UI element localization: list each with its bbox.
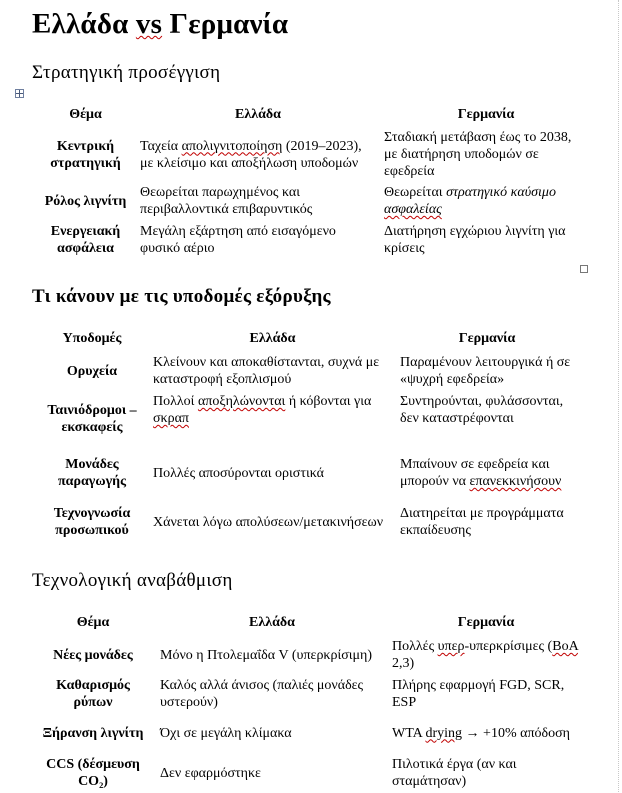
row-topic-text: Ξήρανση λιγνίτη — [42, 725, 144, 741]
title-text-vs: vs — [135, 8, 163, 40]
column-header-greece: Ελλάδα — [235, 106, 281, 122]
title-text-greece: Ελλάδα — [32, 8, 136, 40]
column-header-topic: Θέμα — [69, 106, 102, 122]
row-topic-cell — [30, 753, 156, 793]
table-row — [35, 220, 592, 259]
row-topic-cell — [30, 675, 156, 713]
row-topic-cell — [30, 713, 156, 753]
greece-cell — [149, 351, 396, 391]
text-run: Πιλοτικά έργα (αν και σταμάτησαν) — [392, 757, 517, 789]
table-row — [30, 753, 584, 793]
column-header-germany: Γερμανία — [457, 106, 515, 122]
row-topic-cell — [35, 499, 149, 545]
table-header-row — [35, 325, 578, 351]
table-row — [35, 127, 592, 182]
table-row — [30, 713, 584, 753]
text-run: BoA — [552, 639, 578, 654]
text-run: Κλείνουν και αποκαθίστανται, συχνά με καταστροφή εξοπλισμού — [153, 355, 380, 387]
text-run: Πολλοί — [153, 394, 198, 409]
text-run: drying — [425, 725, 463, 741]
germany-cell — [396, 447, 578, 499]
greece-cell — [156, 753, 388, 793]
text-run: Θεωρείται παρωχημένος και περιβαλλοντικά επιβαρυντικός — [140, 185, 313, 217]
text-run: Πλήρης εφαρμογή FGD, SCR, ESP — [392, 678, 565, 710]
column-header-greece: Ελλάδα — [249, 330, 296, 346]
text-run: (2019–2023), με κλείσιμο και αποξήλωση υποδομών — [140, 138, 362, 171]
table-strategy — [35, 101, 592, 259]
table-move-handle-icon[interactable] — [15, 89, 24, 98]
text-run: 2,3) — [392, 656, 415, 671]
greece-cell — [156, 675, 388, 713]
text-run: → +10% απόδοση — [462, 725, 570, 741]
text-run: υπερ — [437, 639, 465, 654]
greece-cell — [149, 499, 396, 545]
document-title — [32, 8, 288, 41]
column-header-germany: Γερμανία — [457, 614, 515, 630]
text-run: επανεκκινήσουν — [469, 474, 562, 489]
table-technology — [30, 609, 584, 793]
greece-cell — [149, 447, 396, 499]
greece-cell — [149, 391, 396, 447]
text-run: στρατηγικό καύσιμο — [446, 185, 556, 200]
text-run: Πολλές αποσύρονται οριστικά — [153, 465, 324, 481]
table-header-row — [30, 609, 584, 635]
text-run: Όχι σε μεγάλη κλίμακα — [160, 725, 292, 741]
row-topic-cell — [35, 351, 149, 391]
row-topic-text: Νέες μονάδες — [53, 647, 133, 663]
greece-cell — [156, 713, 388, 753]
row-topic-text: Τεχνογνωσία — [53, 506, 131, 521]
greece-cell — [156, 635, 388, 675]
text-run: Συντηρούνται, φυλάσσονται, δεν καταστρέφονται — [400, 394, 564, 426]
germany-cell — [396, 391, 578, 447]
text-run: σκραπ — [153, 411, 189, 426]
column-header-topic: Θέμα — [76, 614, 110, 630]
table-row — [35, 182, 592, 220]
row-topic-cell — [35, 391, 149, 447]
row-topic-text: CO₂) — [78, 774, 108, 789]
text-run: Μεγάλη εξάρτηση από εισαγόμενο φυσικό αέριο — [140, 223, 336, 256]
table-row — [30, 635, 584, 675]
text-run: Παραμένουν λειτουργικά ή σε «ψυχρή εφεδρεία» — [400, 355, 571, 387]
table-header-row — [35, 101, 592, 127]
row-topic-text: CCS (δέσμευση — [46, 757, 140, 772]
table-row — [35, 351, 578, 391]
text-run: ή κόβονται για — [285, 394, 372, 409]
page-boundary — [618, 0, 620, 792]
germany-cell — [380, 127, 592, 182]
row-topic-cell — [30, 635, 156, 675]
germany-cell — [388, 675, 584, 713]
germany-cell — [388, 635, 584, 675]
text-run: Σταδιακή μετάβαση έως το 2038, με διατήρηση υποδομών σε εφεδρεία — [384, 130, 572, 179]
text-run: Καλός αλλά άνισος (παλιές μονάδες υστερούν) — [160, 678, 364, 710]
germany-cell — [396, 351, 578, 391]
section-heading-strategy: Στρατηγική προσέγγιση — [32, 62, 221, 83]
row-topic-text: Καθαρισμός — [56, 678, 130, 693]
section-heading-technology: Τεχνολογική αναβάθμιση — [32, 570, 233, 591]
row-topic-text: παραγωγής — [58, 474, 126, 489]
row-topic-text: Μονάδες — [65, 457, 119, 472]
text-run: Διατήρηση εγχώριου λιγνίτη για κρίσεις — [384, 223, 566, 256]
table-row — [35, 499, 578, 545]
row-topic-cell — [35, 182, 136, 220]
text-run: Δεν εφαρμόστηκε — [160, 765, 261, 781]
text-run: Θεωρείται — [384, 185, 447, 200]
row-topic-cell — [35, 447, 149, 499]
table-row — [35, 447, 578, 499]
text-run: Μόνο η Πτολεμαΐδα V (υπερκρίσιμη) — [160, 647, 373, 663]
germany-cell — [380, 220, 592, 259]
greece-cell — [136, 220, 380, 259]
row-topic-text: ρύπων — [73, 695, 113, 710]
row-topic-text: Ταινιόδρομοι – — [47, 403, 137, 418]
section-heading-infrastructure: Τι κάνουν με τις υποδομές εξόρυξης — [32, 286, 331, 307]
text-run: απολιγνιτοποίηση — [181, 138, 283, 154]
row-topic-text: Ενεργειακή ασφάλεια — [50, 223, 121, 256]
row-topic-text: Ορυχεία — [66, 363, 118, 379]
text-run: Χάνεται λόγω απολύσεων/μετακινήσεων — [153, 514, 384, 530]
text-run: -υπερκρίσιμες ( — [464, 639, 553, 654]
greece-cell — [136, 182, 380, 220]
table-resize-handle-icon[interactable] — [580, 265, 588, 273]
row-topic-cell — [35, 127, 136, 182]
text-run: WTA — [392, 725, 426, 741]
row-topic-text: εκσκαφείς — [61, 420, 123, 435]
table-row — [30, 675, 584, 713]
text-run: ασφαλείας — [384, 202, 442, 217]
text-run: αποξηλώνονται — [197, 394, 286, 409]
table-infrastructure — [35, 325, 578, 545]
text-run: Πολλές — [392, 639, 438, 654]
title-text-germany: Γερμανία — [162, 8, 289, 40]
greece-cell — [136, 127, 380, 182]
table-row — [35, 391, 578, 447]
row-topic-text: προσωπικού — [55, 523, 129, 538]
row-topic-cell — [35, 220, 136, 259]
germany-cell — [396, 499, 578, 545]
column-header-germany: Γερμανία — [458, 330, 516, 346]
column-header-greece: Ελλάδα — [249, 614, 295, 630]
row-topic-text: Κεντρική στρατηγική — [50, 138, 121, 171]
row-topic-text: Ρόλος λιγνίτη — [44, 193, 127, 209]
germany-cell — [388, 753, 584, 793]
column-header-topic: Υποδομές — [62, 330, 122, 346]
text-run: Ταχεία — [140, 138, 182, 154]
text-run: Μπαίνουν σε εφεδρεία και μπορούν να — [400, 457, 550, 489]
germany-cell — [388, 713, 584, 753]
text-run: Διατηρείται με προγράμματα εκπαίδευσης — [400, 506, 564, 538]
germany-cell — [380, 182, 592, 220]
